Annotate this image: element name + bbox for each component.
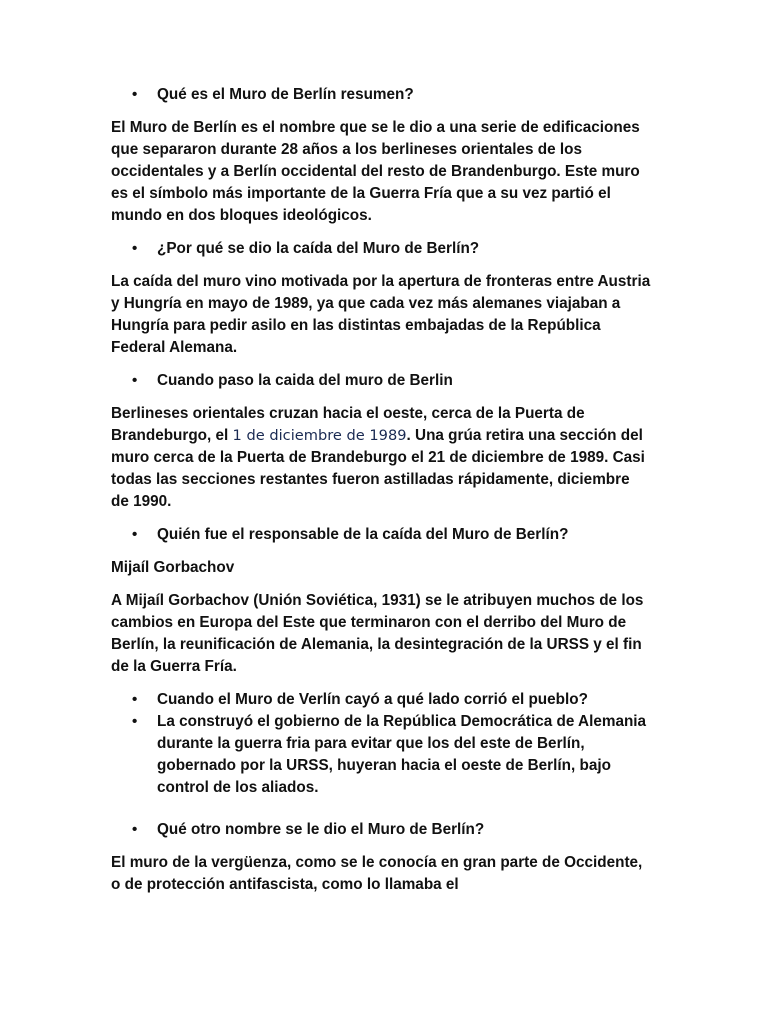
answer-other-name: El muro de la vergüenza, como se le conocía en gran parte de Occidente, o de protección antifascista, como lo llamaba el <box>111 854 643 893</box>
answer-when-fall <box>111 403 651 513</box>
question-who-responsible: • Quién fue el responsable de la caída del Muro de Berlín? <box>111 524 651 546</box>
answer-who-detail: A Mijaíl Gorbachov (Unión Soviética, 1931) se le atribuyen muchos de los cambios en Europa del Este que terminaron con el derribo del Muro de Berlín, la reunificación de Alemania, la desintegración de la URSS y el fin de la Guerra Fría. <box>111 592 644 675</box>
date-highlight: 1 de diciembre de 1989 <box>232 427 407 444</box>
question-other-name: • Qué otro nombre se le dio el Muro de Berlín? <box>111 819 651 841</box>
question-what-is-wall: • Qué es el Muro de Berlín resumen? <box>111 84 651 106</box>
question-why-fall: • ¿Por qué se dio la caída del Muro de Berlín? <box>111 238 651 260</box>
bullet-construction: • La construyó el gobierno de la República Democrática de Alemania durante la guerra fria para evitar que los del este de Berlín, gobernado por la URSS, huyeran hacia el oeste de Berlín, bajo control de los aliados. <box>111 711 651 799</box>
question-when-fall: • Cuando paso la caida del muro de Berlin <box>111 370 651 392</box>
answer-when-fall-text-1: Berlineses orientales cruzan hacia el oeste, cerca de la Puerta de Brandeburgo, el <box>111 405 585 444</box>
answer-who-name: Mijaíl Gorbachov <box>111 559 235 576</box>
answer-when-fall-text-2: . Una grúa retira una sección del muro cerca de la Puerta de Brandeburgo el 21 de diciembre de 1989. Casi todas las secciones restantes fueron astilladas rápidamente, diciembre de 1990. <box>111 427 645 510</box>
document-page <box>111 84 651 896</box>
answer-what-is-wall: El Muro de Berlín es el nombre que se le dio a una serie de edificaciones que separaron durante 28 años a los berlineses orientales de los occidentales y a Berlín occidental del resto de Brandenburgo. Este muro es el símbolo más importante de la Guerra Fría que a su vez partió el mundo en dos bloques ideológicos. <box>111 119 640 224</box>
answer-why-fall: La caída del muro vino motivada por la apertura de fronteras entre Austria y Hungría en mayo de 1989, ya que cada vez más alemanes viajaban a Hungría para pedir asilo en las distintas embajadas de la República Federal Alemana. <box>111 273 651 356</box>
question-which-side: • Cuando el Muro de Verlín cayó a qué lado corrió el pueblo? <box>111 689 651 711</box>
